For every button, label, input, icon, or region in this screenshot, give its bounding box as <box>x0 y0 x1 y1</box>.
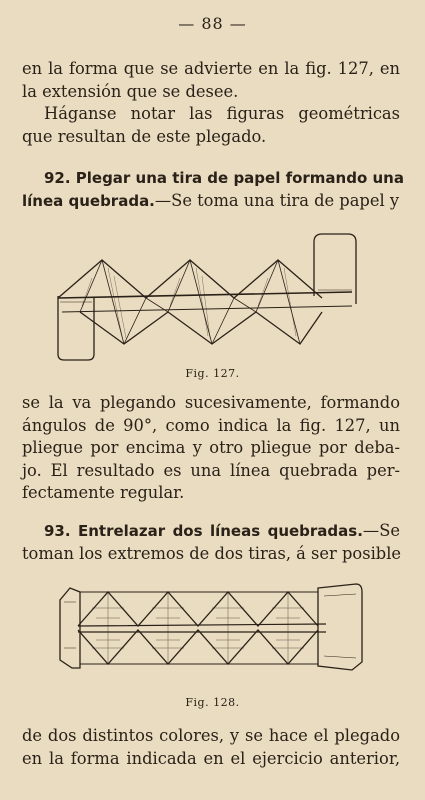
figure-127-zigzag-strip <box>52 226 364 362</box>
text-line: pliegue por encima y otro pliegue por deba- <box>22 438 400 457</box>
paragraph-intro <box>22 58 400 148</box>
text-line: toman los extremos de dos tiras, á ser posible <box>22 543 402 563</box>
section-title: Plegar una tira de papel formando una <box>75 169 404 187</box>
figure-128-interlaced-strips <box>56 578 368 678</box>
text-line: la extensión que se desee. <box>22 81 239 101</box>
section-number: 93. <box>44 522 71 540</box>
section-title-cont: línea quebrada. <box>22 191 155 210</box>
text-line: que resultan de este plegado. <box>22 126 267 146</box>
paragraph-93-body <box>22 725 400 770</box>
text-line: ángulos de 90°, como indica la fig. 127, un <box>22 415 400 435</box>
text-line: Háganse notar las figuras geométricas <box>44 104 400 123</box>
text-line: en la forma indicada en el ejercicio anterior, <box>22 748 400 768</box>
text-line: de dos distintos colores, y se hace el plegado <box>22 726 400 745</box>
text-line: fectamente regular. <box>22 483 185 502</box>
section-text: —Se <box>362 521 400 540</box>
section-text: —Se toma una tira de papel y <box>154 190 400 210</box>
section-92 <box>22 167 404 212</box>
figure-127-caption: Fig. 127. <box>185 367 240 380</box>
text-line: jo. El resultado es una línea quebrada per- <box>22 460 400 480</box>
text-line: se la va plegando sucesivamente, formando <box>22 393 400 412</box>
section-92-heading <box>22 167 404 190</box>
section-92-line2 <box>22 190 400 213</box>
figure-128-caption: Fig. 128. <box>185 696 240 709</box>
paragraph-92-body <box>22 392 400 505</box>
section-title: Entrelazar dos líneas quebradas. <box>77 522 363 540</box>
section-93 <box>22 520 400 565</box>
section-93-heading <box>22 520 400 543</box>
page-number: — 88 — <box>178 14 247 33</box>
section-number: 92. <box>44 169 71 187</box>
text-line: en la forma que se advierte en la fig. 127, en <box>22 59 400 78</box>
